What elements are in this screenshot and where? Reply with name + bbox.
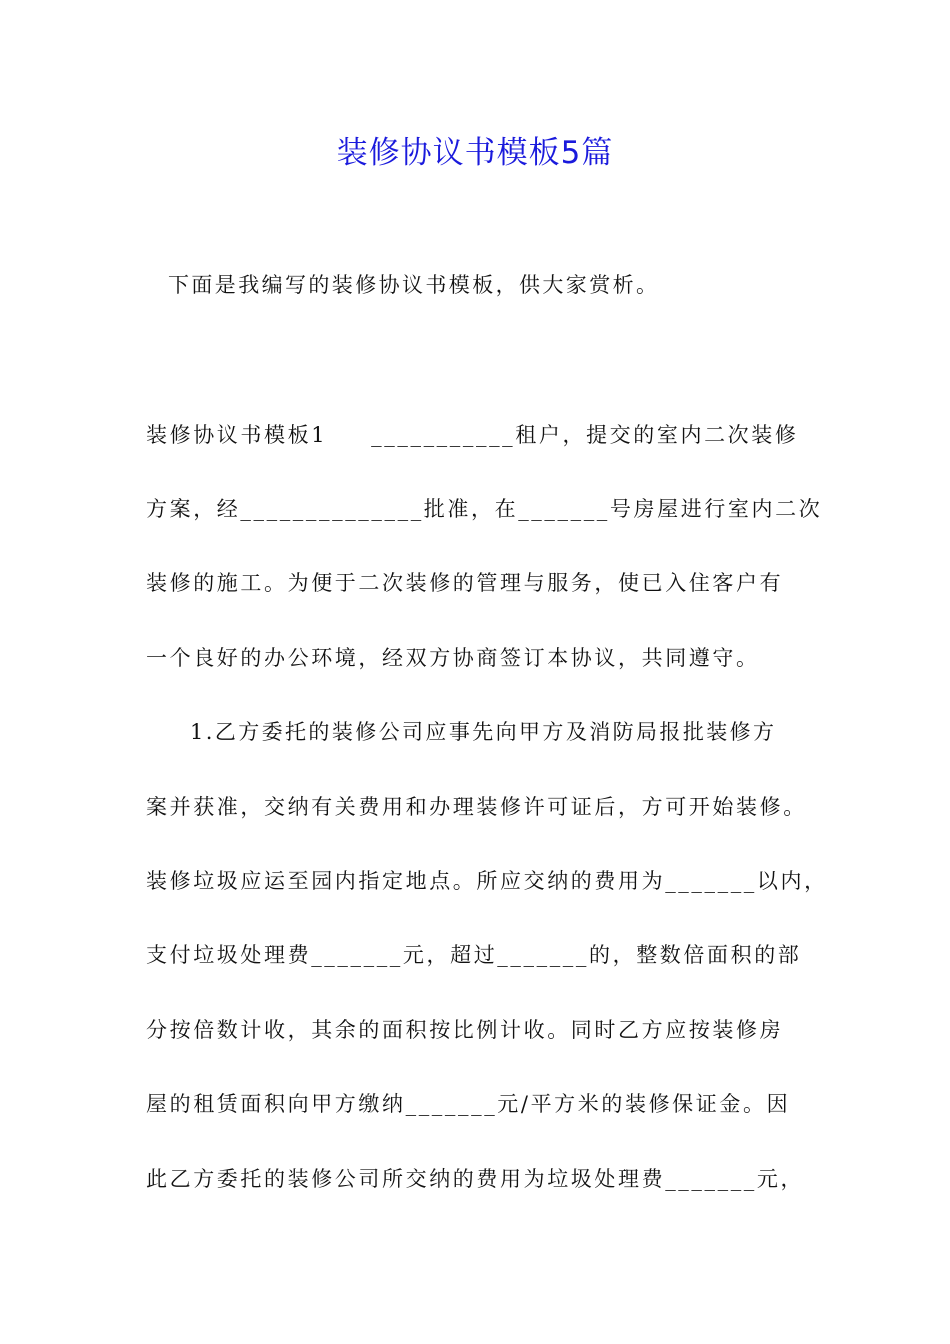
section-first-line — [146, 420, 846, 450]
section-line-1-rest: ___________租户，提交的室内二次装修 — [371, 423, 799, 447]
paragraph-line: 装修的施工。为便于二次装修的管理与服务，使已入住客户有 — [146, 571, 784, 595]
paragraph-line: 案并获准，交纳有关费用和办理装修许可证后，方可开始装修。 — [146, 795, 807, 819]
paragraph-line: 支付垃圾处理费_______元，超过_______的，整数倍面积的部 — [146, 943, 802, 967]
paragraph-line: 屋的租赁面积向甲方缴纳_______元/平方米的装修保证金。因 — [146, 1092, 791, 1116]
intro-paragraph: 下面是我编写的装修协议书模板，供大家赏析。 — [168, 273, 660, 297]
paragraph-line: 一个良好的办公环境，经双方协商签订本协议，共同遵守。 — [146, 646, 760, 670]
paragraph-line: 分按倍数计收，其余的面积按比例计收。同时乙方应按装修房 — [146, 1018, 784, 1042]
document-title: 装修协议书模板5篇 — [336, 135, 614, 171]
section-heading: 装修协议书模板1 — [146, 423, 328, 447]
paragraph-line: 装修垃圾应运至园内指定地点。所应交纳的费用为_______以内， — [146, 869, 828, 893]
paragraph-line: 1.乙方委托的装修公司应事先向甲方及消防局报批装修方 — [190, 720, 777, 744]
paragraph-line: 方案，经______________批准，在_______号房屋进行室内二次 — [146, 497, 823, 521]
paragraph-line: 此乙方委托的装修公司所交纳的费用为垃圾处理费_______元， — [146, 1167, 805, 1191]
